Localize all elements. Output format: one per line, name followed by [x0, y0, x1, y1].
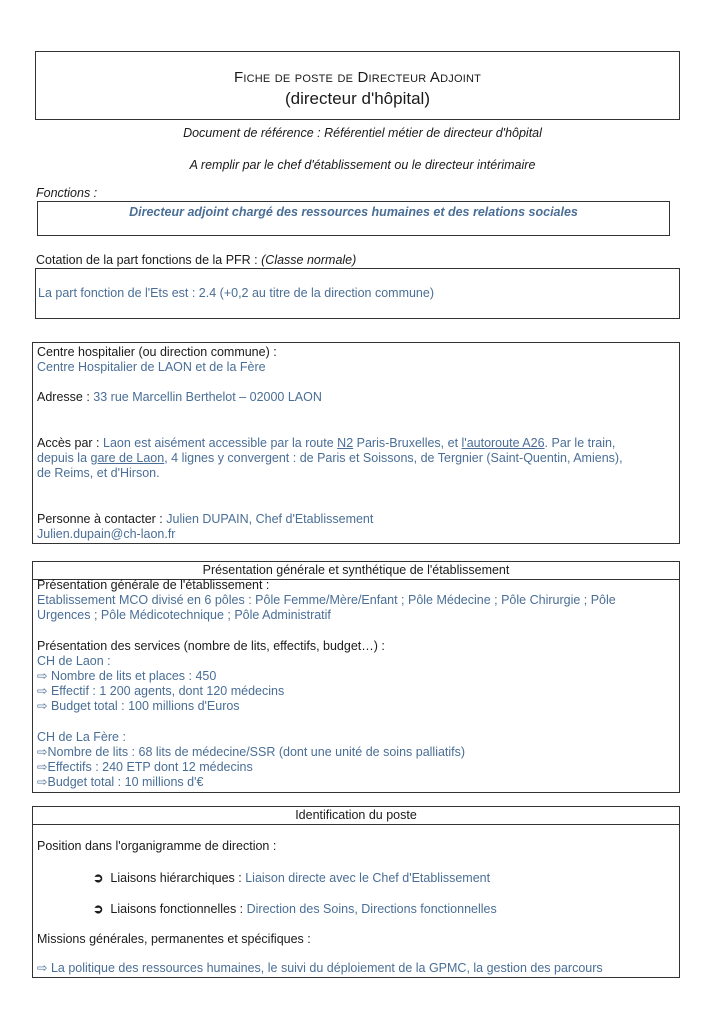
- presentation-header: Présentation générale et synthétique de l'établissement: [33, 562, 679, 580]
- fonc-label: Liaisons fonctionnelles :: [110, 902, 247, 916]
- cotation-class: (Classe normale): [261, 253, 357, 267]
- bullet-arrow-icon: ➲: [93, 902, 111, 916]
- general-label: Présentation générale de l'établissement :: [37, 578, 270, 592]
- gare-laon-link[interactable]: gare de Laon: [90, 451, 165, 465]
- access-text: , 4 lignes y convergent : de Paris et Soissons, de Tergnier (Saint-Quentin, Amiens),: [164, 451, 623, 465]
- bullet-arrow-icon: ➲: [93, 871, 111, 885]
- cotation-box: [35, 268, 680, 319]
- address-value: 33 rue Marcellin Berthelot – 02000 LAON: [93, 390, 322, 404]
- centre-name: Centre Hospitalier de LAON et de la Fère: [37, 360, 266, 374]
- arrow-right-icon: ⇨: [37, 760, 48, 774]
- contact-row: [37, 512, 373, 527]
- arrow-right-icon: ⇨: [37, 775, 48, 789]
- document-title: Fiche de poste de Directeur Adjoint: [233, 69, 482, 86]
- fere-item: [37, 745, 465, 760]
- missions-line-1: [37, 961, 603, 976]
- autoroute-a26-link[interactable]: l'autoroute A26: [461, 436, 545, 450]
- route-n2-link[interactable]: N2: [337, 436, 354, 450]
- centre-box: [32, 342, 680, 544]
- laon-item: [37, 669, 216, 684]
- access-row-3: de Reims, et d'Hirson.: [37, 466, 160, 480]
- laon-item: [37, 699, 240, 714]
- cotation-value: La part fonction de l'Ets est : 2.4 (+0,2 au titre de la direction commune): [38, 286, 435, 300]
- fere-item-text: Effectifs : 240 ETP dont 12 médecins: [47, 760, 253, 774]
- access-text: Paris-Bruxelles, et: [353, 436, 462, 450]
- document-subtitle: (directeur d'hôpital): [285, 89, 430, 108]
- fere-item: [37, 775, 203, 790]
- fill-note: A remplir par le chef d'établissement ou le directeur intérimaire: [189, 158, 536, 172]
- access-text: Laon est aisément accessible par la route: [103, 436, 338, 450]
- access-text: depuis la: [37, 451, 91, 465]
- cotation-label: Cotation de la part fonctions de la PFR :: [36, 253, 262, 267]
- fonctions-value: Directeur adjoint chargé des ressources humaines et des relations sociales: [129, 205, 578, 219]
- liaisons-hierarchiques: [93, 870, 490, 885]
- hier-value: Liaison directe avec le Chef d'Etablissement: [245, 871, 491, 885]
- fere-item-text: Nombre de lits : 68 lits de médecine/SSR (dont une unité de soins palliatifs): [47, 745, 466, 759]
- title-box: [35, 51, 680, 120]
- laon-item-text: Budget total : 100 millions d'Euros: [50, 699, 240, 713]
- access-row-1: [37, 436, 615, 451]
- fonc-value: Direction des Soins, Directions fonctionnelles: [246, 902, 497, 916]
- access-row-2: [37, 451, 623, 466]
- arrow-right-icon: ⇨: [37, 961, 51, 975]
- general-line-2: Urgences ; Pôle Médicotechnique ; Pôle Administratif: [37, 608, 331, 622]
- fere-item-text: Budget total : 10 millions d'€: [47, 775, 204, 789]
- general-line-1: Etablissement MCO divisé en 6 pôles : Pôle Femme/Mère/Enfant ; Pôle Médecine ; Pôle Chirurgie ; Pôle: [37, 593, 616, 607]
- laon-label: CH de Laon :: [37, 654, 111, 668]
- access-text: . Par le train,: [544, 436, 616, 450]
- missions-text: La politique des ressources humaines, le suivi du déploiement de la GPMC, la gestion des parcours: [50, 961, 603, 975]
- arrow-right-icon: ⇨: [37, 699, 51, 713]
- fonctions-box: [37, 201, 670, 236]
- liaisons-fonctionnelles: [93, 901, 497, 916]
- arrow-right-icon: ⇨: [37, 745, 48, 759]
- arrow-right-icon: ⇨: [37, 669, 51, 683]
- access-label: Accès par :: [37, 436, 103, 450]
- centre-label: Centre hospitalier (ou direction commune) :: [37, 345, 277, 359]
- fere-label: CH de La Fère :: [37, 730, 126, 744]
- identification-header: Identification du poste: [33, 807, 679, 825]
- contact-email[interactable]: Julien.dupain@ch-laon.fr: [37, 527, 176, 541]
- address-label: Adresse :: [37, 390, 94, 404]
- address-row: [37, 390, 322, 405]
- fere-item: [37, 760, 253, 775]
- laon-item: [37, 684, 284, 699]
- missions-label: Missions générales, permanentes et spécifiques :: [37, 932, 311, 946]
- cotation-heading: [36, 253, 356, 267]
- identification-box: [32, 806, 680, 978]
- arrow-right-icon: ⇨: [37, 684, 51, 698]
- position-label: Position dans l'organigramme de direction :: [37, 839, 277, 853]
- reference-note: Document de référence : Référentiel métier de directeur d'hôpital: [183, 126, 542, 140]
- presentation-box: [32, 561, 680, 793]
- laon-item-text: Nombre de lits et places : 450: [50, 669, 217, 683]
- laon-item-text: Effectif : 1 200 agents, dont 120 médecins: [50, 684, 285, 698]
- services-label: Présentation des services (nombre de lits, effectifs, budget…) :: [37, 639, 385, 653]
- fonctions-label: Fonctions :: [36, 186, 98, 200]
- hier-label: Liaisons hiérarchiques :: [110, 871, 246, 885]
- contact-label: Personne à contacter :: [37, 512, 167, 526]
- contact-value: Julien DUPAIN, Chef d'Etablissement: [166, 512, 374, 526]
